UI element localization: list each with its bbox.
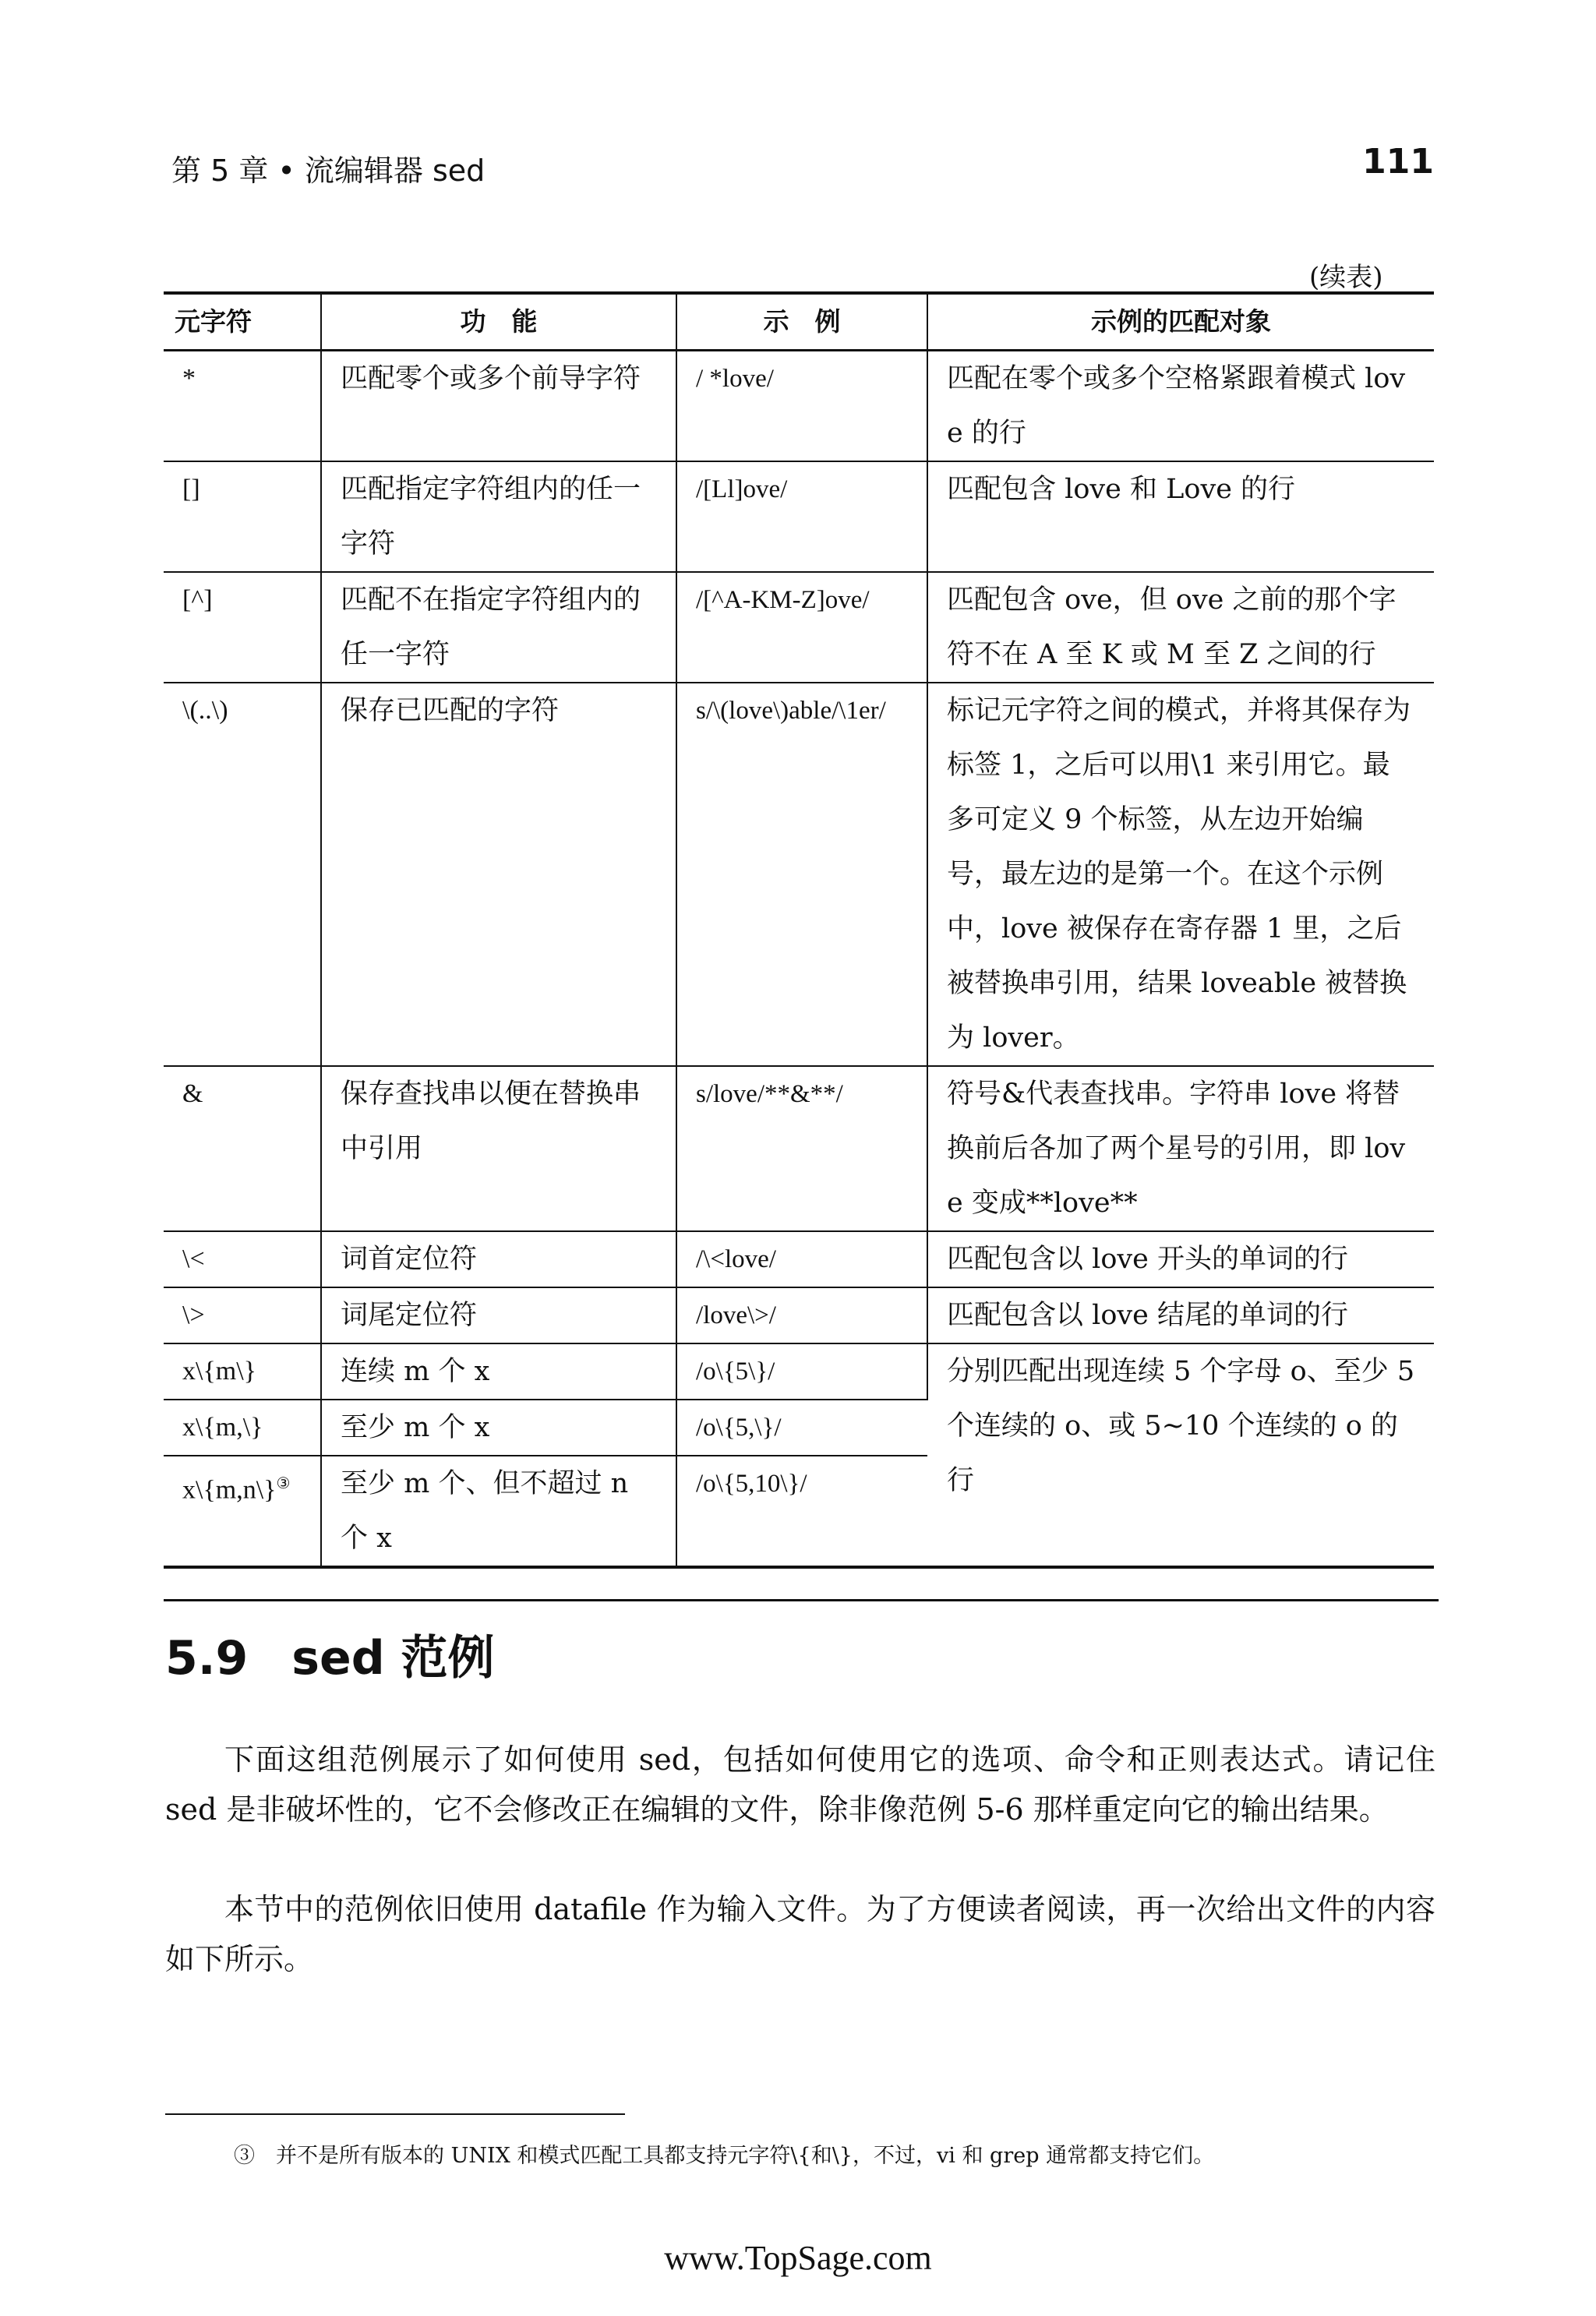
cell-match: 匹配包含 ove，但 ove 之前的那个字符不在 A 至 K 或 M 至 Z 之间的行 <box>927 572 1434 683</box>
cell-symbol: \< <box>164 1231 321 1287</box>
cell-symbol: x\{m\} <box>164 1343 321 1400</box>
page-number: 111 <box>1362 142 1434 182</box>
footnote-marker: ③ <box>276 1475 291 1492</box>
table-header-row <box>164 293 1434 351</box>
paragraph-text: 本节中的范例依旧使用 datafile 作为输入文件。为了方便读者阅读，再一次给出文件的内容如下所示。 <box>165 1892 1435 1976</box>
cell-symbol: * <box>164 351 321 462</box>
cell-function: 词尾定位符 <box>321 1287 676 1343</box>
cell-symbol: & <box>164 1066 321 1231</box>
table-row <box>164 1231 1434 1287</box>
cell-function: 匹配不在指定字符组内的任一字符 <box>321 572 676 683</box>
cell-function: 匹配指定字符组内的任一字符 <box>321 461 676 572</box>
section-divider <box>164 1599 1439 1601</box>
footnote-divider <box>165 2113 625 2115</box>
watermark: www.TopSage.com <box>664 2239 932 2277</box>
cell-example: s/\(love\)able/\1er/ <box>676 683 927 1066</box>
cell-match: 匹配包含以 love 结尾的单词的行 <box>927 1287 1434 1343</box>
cell-function: 保存已匹配的字符 <box>321 683 676 1066</box>
cell-function: 至少 m 个、但不超过 n 个 x <box>321 1456 676 1567</box>
cell-example: /o\{5\}/ <box>676 1343 927 1400</box>
table-row <box>164 1066 1434 1231</box>
section-number: 5.9 <box>165 1631 249 1686</box>
paragraph <box>165 1735 1435 1834</box>
metacharacter-table <box>164 291 1434 1569</box>
paragraph <box>165 1884 1435 1984</box>
header-function: 功 能 <box>321 293 676 351</box>
table-row <box>164 1343 1434 1400</box>
cell-example: /o\{5,10\}/ <box>676 1456 927 1567</box>
cell-example: /[Ll]ove/ <box>676 461 927 572</box>
cell-symbol: \> <box>164 1287 321 1343</box>
cell-example: s/love/**&**/ <box>676 1066 927 1231</box>
continued-label: (续表) <box>1309 262 1383 293</box>
cell-function: 连续 m 个 x <box>321 1343 676 1400</box>
page-header <box>171 142 1434 189</box>
cell-match: 符号&代表查找串。字符串 love 将替换前后各加了两个星号的引用，即 love 变成**love** <box>927 1066 1434 1231</box>
header-metachar: 元字符 <box>164 293 321 351</box>
table-row <box>164 351 1434 462</box>
cell-example: /\<love/ <box>676 1231 927 1287</box>
cell-example: /love\>/ <box>676 1287 927 1343</box>
table-row <box>164 461 1434 572</box>
cell-symbol-text: x\{m,n\} <box>182 1475 277 1505</box>
cell-symbol: [] <box>164 461 321 572</box>
cell-function: 匹配零个或多个前导字符 <box>321 351 676 462</box>
table-row <box>164 683 1434 1066</box>
cell-example: /[^A-KM-Z]ove/ <box>676 572 927 683</box>
cell-match: 匹配包含以 love 开头的单词的行 <box>927 1231 1434 1287</box>
section-title: sed 范例 <box>291 1631 495 1686</box>
footnote: ③ 并不是所有版本的 UNIX 和模式匹配工具都支持元字符\{和\}，不过，vi 和 grep 通常都支持它们。 <box>234 2144 1215 2168</box>
cell-symbol <box>164 1456 321 1567</box>
cell-match: 匹配在零个或多个空格紧跟着模式 love 的行 <box>927 351 1434 462</box>
table-row <box>164 572 1434 683</box>
cell-example: / *love/ <box>676 351 927 462</box>
cell-function: 保存查找串以便在替换串中引用 <box>321 1066 676 1231</box>
cell-symbol: x\{m,\} <box>164 1400 321 1456</box>
cell-match-grouped: 分别匹配出现连续 5 个字母 o、至少 5 个连续的 o、或 5~10 个连续的 o 的行 <box>927 1343 1434 1567</box>
section-heading <box>165 1621 495 1688</box>
paragraph-text: 下面这组范例展示了如何使用 sed，包括如何使用它的选项、命令和正则表达式。请记住 sed 是非破坏性的，它不会修改正在编辑的文件，除非像范例 5-6 那样重定向它的输出结果。 <box>165 1742 1435 1827</box>
cell-match: 匹配包含 love 和 Love 的行 <box>927 461 1434 572</box>
cell-symbol: [^] <box>164 572 321 683</box>
cell-example: /o\{5,\}/ <box>676 1400 927 1456</box>
cell-function: 至少 m 个 x <box>321 1400 676 1456</box>
cell-function: 词首定位符 <box>321 1231 676 1287</box>
header-example: 示 例 <box>676 293 927 351</box>
table-row <box>164 1287 1434 1343</box>
header-match: 示例的匹配对象 <box>927 293 1434 351</box>
cell-match: 标记元字符之间的模式，并将其保存为标签 1，之后可以用\1 来引用它。最多可定义 9 个标签，从左边开始编号，最左边的是第一个。在这个示例中，love 被保存在寄存器 1 里，之后被替换串引用，结果 loveable 被替换为 lover。 <box>927 683 1434 1066</box>
chapter-title: 第 5 章 • 流编辑器 sed <box>171 154 486 188</box>
cell-symbol: \(..\) <box>164 683 321 1066</box>
